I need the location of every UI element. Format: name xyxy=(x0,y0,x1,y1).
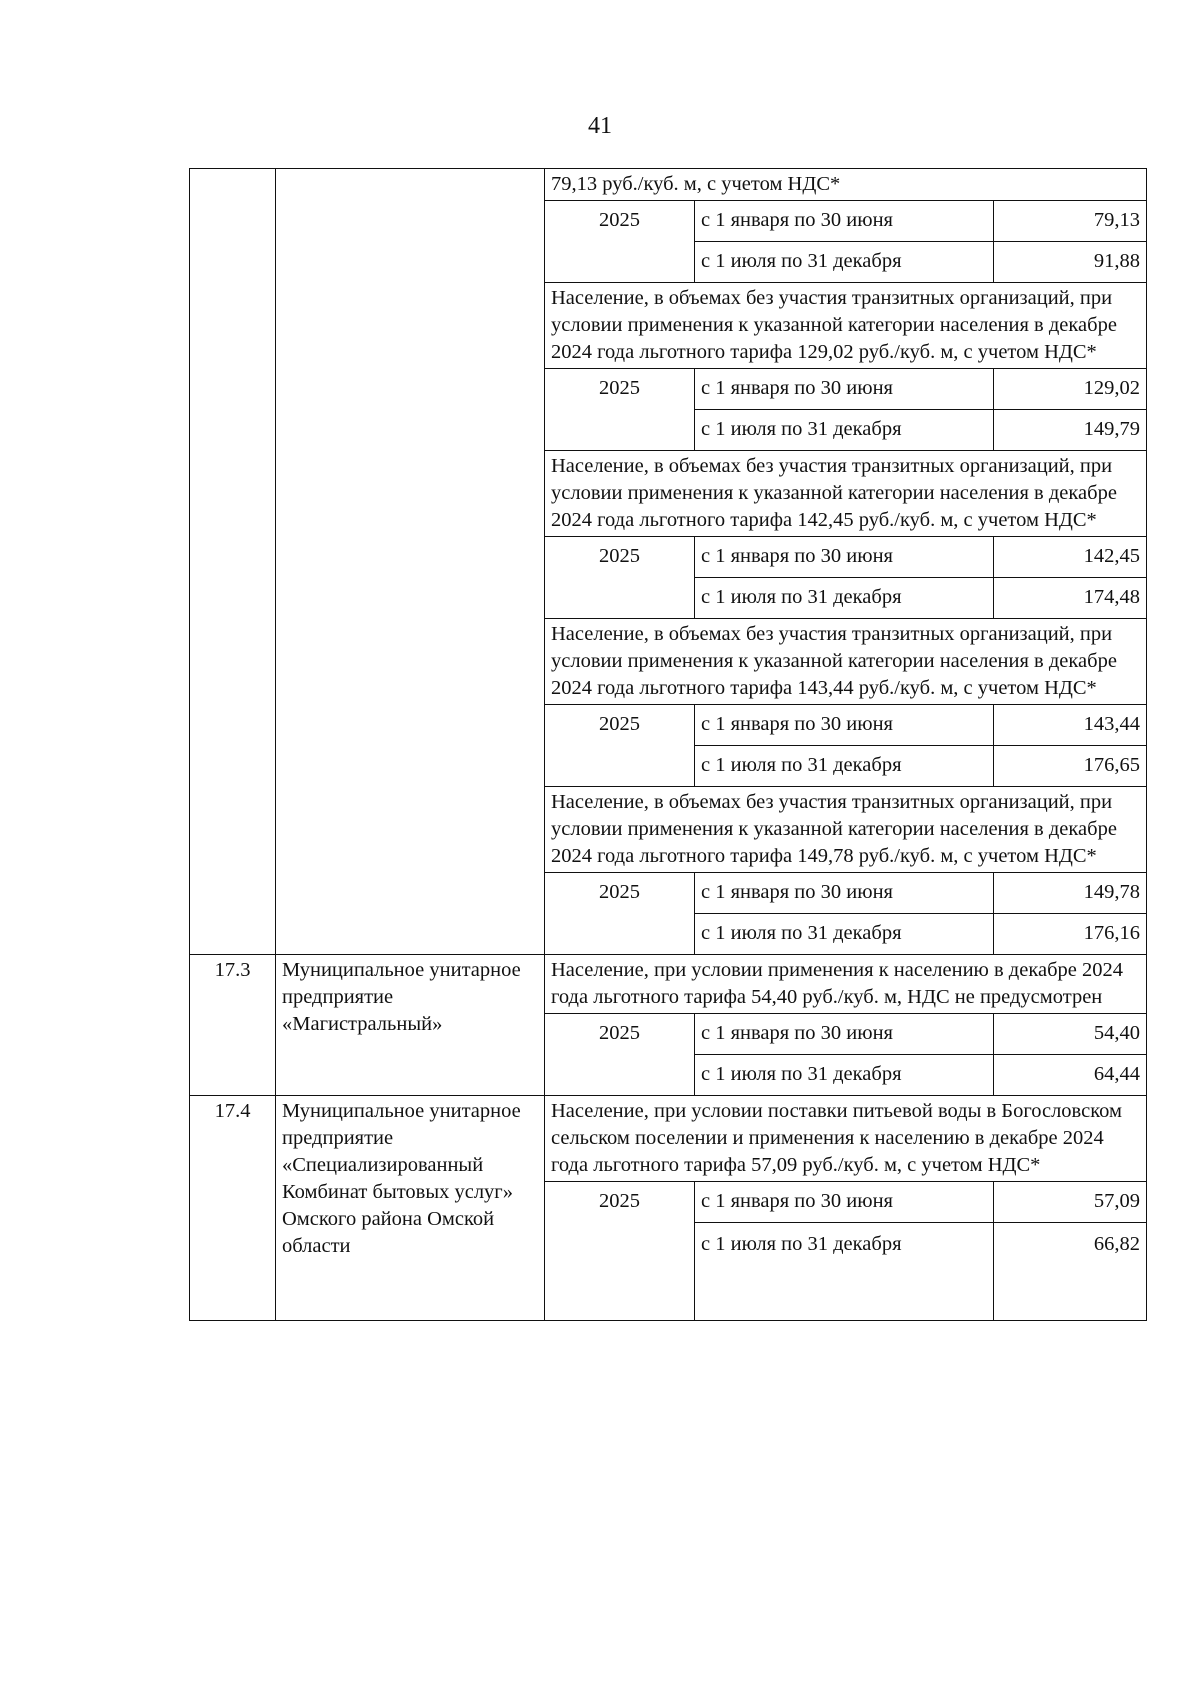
tariff-description: Население, при условии поставки питьевой воды в Богословском сельском поселении и применения к населению в декабре 2024 года льготного тарифа 57,09 руб./куб. м, с учетом НДС* xyxy=(545,1096,1147,1182)
number-cell-continued xyxy=(190,169,276,955)
page-number: 41 xyxy=(588,113,612,139)
organization-name: Муниципальное унитарное предприятие «Магистральный» xyxy=(276,955,545,1096)
tariff-value: 149,79 xyxy=(994,410,1147,451)
year-cell: 2025 xyxy=(545,201,695,283)
period-cell: с 1 января по 30 июня xyxy=(695,537,994,578)
tariff-value: 64,44 xyxy=(994,1055,1147,1096)
period-cell: с 1 июля по 31 декабря xyxy=(695,1055,994,1096)
tariff-value: 66,82 xyxy=(994,1223,1147,1321)
year-cell: 2025 xyxy=(545,1014,695,1096)
year-cell: 2025 xyxy=(545,537,695,619)
year-cell: 2025 xyxy=(545,705,695,787)
tariff-value: 149,78 xyxy=(994,873,1147,914)
tariff-description: Население, при условии применения к населению в декабре 2024 года льготного тарифа 54,40 руб./куб. м, НДС не предусмотрен xyxy=(545,955,1147,1014)
organization-name: Муниципальное унитарное предприятие «Специализированный Комбинат бытовых услуг» Омского района Омской области xyxy=(276,1096,545,1321)
table-row xyxy=(190,169,1147,201)
period-cell: с 1 июля по 31 декабря xyxy=(695,1223,994,1321)
year-cell: 2025 xyxy=(545,873,695,955)
year-cell: 2025 xyxy=(545,369,695,451)
entry-number: 17.3 xyxy=(190,955,276,1096)
tariff-value: 54,40 xyxy=(994,1014,1147,1055)
year-cell: 2025 xyxy=(545,1182,695,1321)
tariff-description: Население, в объемах без участия транзитных организаций, при условии применения к указанной категории населения в декабре 2024 года льготного тарифа 129,02 руб./куб. м, с учетом НДС* xyxy=(545,283,1147,369)
tariff-value: 57,09 xyxy=(994,1182,1147,1223)
tariff-description: Население, в объемах без участия транзитных организаций, при условии применения к указанной категории населения в декабре 2024 года льготного тарифа 143,44 руб./куб. м, с учетом НДС* xyxy=(545,619,1147,705)
period-cell: с 1 июля по 31 декабря xyxy=(695,746,994,787)
table-row xyxy=(190,955,1147,1014)
tariff-description: Население, в объемах без участия транзитных организаций, при условии применения к указанной категории населения в декабре 2024 года льготного тарифа 142,45 руб./куб. м, с учетом НДС* xyxy=(545,451,1147,537)
tariff-value: 174,48 xyxy=(994,578,1147,619)
period-cell: с 1 июля по 31 декабря xyxy=(695,578,994,619)
period-cell: с 1 января по 30 июня xyxy=(695,705,994,746)
tariff-value: 143,44 xyxy=(994,705,1147,746)
period-cell: с 1 июля по 31 декабря xyxy=(695,242,994,283)
tariff-value: 91,88 xyxy=(994,242,1147,283)
period-cell: с 1 июля по 31 декабря xyxy=(695,914,994,955)
period-cell: с 1 января по 30 июня xyxy=(695,1182,994,1223)
tariff-description: 79,13 руб./куб. м, с учетом НДС* xyxy=(545,169,1147,201)
table-row xyxy=(190,1096,1147,1182)
organization-cell-continued xyxy=(276,169,545,955)
period-cell: с 1 января по 30 июня xyxy=(695,1014,994,1055)
period-cell: с 1 января по 30 июня xyxy=(695,201,994,242)
tariff-value: 79,13 xyxy=(994,201,1147,242)
period-cell: с 1 января по 30 июня xyxy=(695,873,994,914)
tariff-value: 176,16 xyxy=(994,914,1147,955)
tariff-description: Население, в объемах без участия транзитных организаций, при условии применения к указанной категории населения в декабре 2024 года льготного тарифа 149,78 руб./куб. м, с учетом НДС* xyxy=(545,787,1147,873)
period-cell: с 1 июля по 31 декабря xyxy=(695,410,994,451)
tariff-table xyxy=(189,168,1147,1321)
tariff-value: 142,45 xyxy=(994,537,1147,578)
tariff-value: 129,02 xyxy=(994,369,1147,410)
entry-number: 17.4 xyxy=(190,1096,276,1321)
tariff-value: 176,65 xyxy=(994,746,1147,787)
period-cell: с 1 января по 30 июня xyxy=(695,369,994,410)
